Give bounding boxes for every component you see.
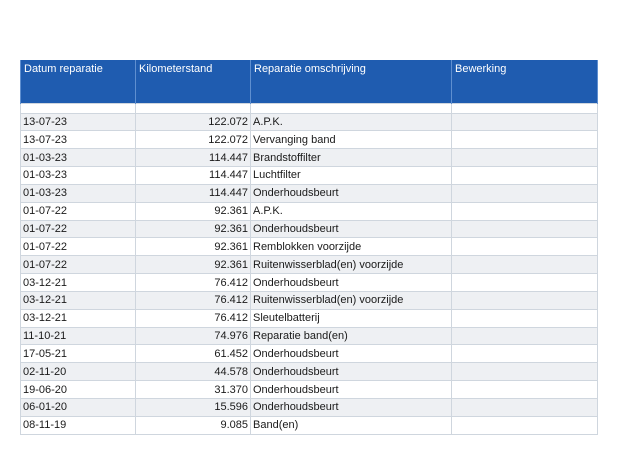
table-row [21,113,598,131]
edit-cell [452,381,598,399]
table-row [21,363,598,381]
header-spacer-row [21,103,598,113]
table-row [21,399,598,417]
km-cell: 74.976 [136,327,251,345]
edit-cell [452,274,598,292]
description-cell: A.P.K. [251,113,452,131]
table-row [21,309,598,327]
km-cell: 92.361 [136,202,251,220]
edit-cell [452,113,598,131]
edit-cell [452,416,598,434]
km-cell: 9.085 [136,416,251,434]
edit-cell [452,291,598,309]
repair-history-table [20,60,598,435]
km-cell: 15.596 [136,399,251,417]
km-cell: 92.361 [136,220,251,238]
edit-cell [452,184,598,202]
km-cell: 76.412 [136,274,251,292]
table-row [21,416,598,434]
date-cell: 03-12-21 [21,291,136,309]
table-row [21,327,598,345]
header-description: Reparatie omschrijving [251,60,452,103]
date-cell: 13-07-23 [21,131,136,149]
km-cell: 114.447 [136,184,251,202]
edit-cell [452,309,598,327]
table-row [21,220,598,238]
km-cell: 61.452 [136,345,251,363]
date-cell: 03-12-21 [21,309,136,327]
edit-cell [452,202,598,220]
km-cell: 114.447 [136,167,251,185]
date-cell: 06-01-20 [21,399,136,417]
description-cell: Ruitenwisserblad(en) voorzijde [251,291,452,309]
date-cell: 01-07-22 [21,220,136,238]
edit-cell [452,167,598,185]
date-cell: 03-12-21 [21,274,136,292]
date-cell: 02-11-20 [21,363,136,381]
table-row [21,131,598,149]
date-cell: 01-07-22 [21,238,136,256]
description-cell: Luchtfilter [251,167,452,185]
table-header-row [21,60,598,103]
description-cell: Ruitenwisserblad(en) voorzijde [251,256,452,274]
description-cell: A.P.K. [251,202,452,220]
edit-cell [452,363,598,381]
date-cell: 19-06-20 [21,381,136,399]
km-cell: 76.412 [136,291,251,309]
edit-cell [452,399,598,417]
description-cell: Band(en) [251,416,452,434]
date-cell: 08-11-19 [21,416,136,434]
description-cell: Sleutelbatterij [251,309,452,327]
km-cell: 122.072 [136,131,251,149]
table-row [21,291,598,309]
description-cell: Reparatie band(en) [251,327,452,345]
km-cell: 92.361 [136,256,251,274]
date-cell: 13-07-23 [21,113,136,131]
table-row [21,381,598,399]
edit-cell [452,327,598,345]
edit-cell [452,131,598,149]
header-km: Kilometerstand [136,60,251,103]
edit-cell [452,220,598,238]
description-cell: Onderhoudsbeurt [251,381,452,399]
table-row [21,345,598,363]
description-cell: Onderhoudsbeurt [251,184,452,202]
date-cell: 01-07-22 [21,256,136,274]
table-row [21,274,598,292]
table-row [21,256,598,274]
date-cell: 01-03-23 [21,167,136,185]
description-cell: Onderhoudsbeurt [251,399,452,417]
km-cell: 44.578 [136,363,251,381]
edit-cell [452,256,598,274]
description-cell: Onderhoudsbeurt [251,220,452,238]
date-cell: 11-10-21 [21,327,136,345]
description-cell: Onderhoudsbeurt [251,345,452,363]
km-cell: 122.072 [136,113,251,131]
km-cell: 92.361 [136,238,251,256]
date-cell: 17-05-21 [21,345,136,363]
table-row [21,167,598,185]
description-cell: Brandstoffilter [251,149,452,167]
km-cell: 31.370 [136,381,251,399]
edit-cell [452,345,598,363]
description-cell: Remblokken voorzijde [251,238,452,256]
table-row [21,202,598,220]
km-cell: 76.412 [136,309,251,327]
description-cell: Onderhoudsbeurt [251,274,452,292]
edit-cell [452,149,598,167]
table-row [21,184,598,202]
table-row [21,238,598,256]
date-cell: 01-03-23 [21,149,136,167]
edit-cell [452,238,598,256]
km-cell: 114.447 [136,149,251,167]
description-cell: Vervanging band [251,131,452,149]
table-row [21,149,598,167]
header-date: Datum reparatie [21,60,136,103]
date-cell: 01-07-22 [21,202,136,220]
date-cell: 01-03-23 [21,184,136,202]
description-cell: Onderhoudsbeurt [251,363,452,381]
header-edit: Bewerking [452,60,598,103]
